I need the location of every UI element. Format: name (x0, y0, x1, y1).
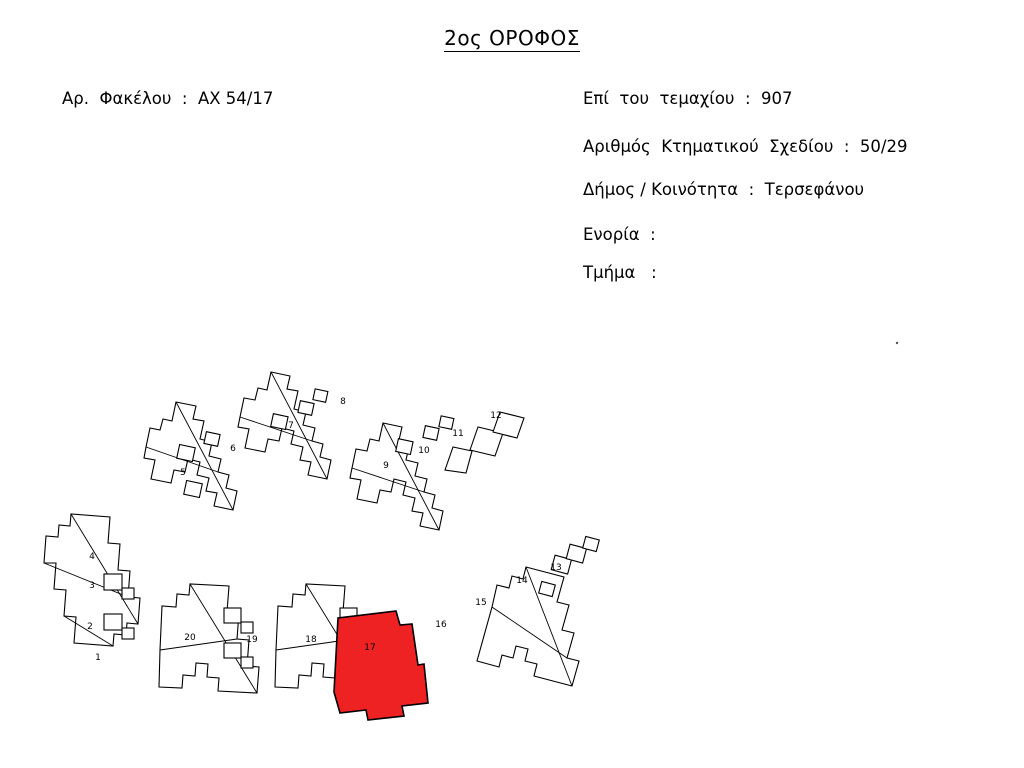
unit-label: 20 (184, 633, 196, 643)
highlighted-unit-17[interactable] (334, 611, 428, 720)
unit-label: 11 (452, 429, 464, 439)
unit-label: 4 (89, 552, 95, 562)
unit-label: 10 (418, 446, 430, 456)
building-block-lower-right (477, 536, 599, 686)
unit-label: 1 (95, 653, 101, 663)
unit-label: 13 (550, 563, 562, 573)
unit-label: 2 (87, 622, 93, 632)
field-parish: Ενορία : (583, 225, 656, 244)
building-block-lower-mid (159, 584, 259, 693)
unit-label: 18 (305, 635, 317, 645)
field-parcel: Επί του τεμαχίου : 907 (583, 89, 793, 108)
unit-label: 6 (230, 444, 236, 454)
unit-label: 7 (288, 421, 294, 431)
unit-label: 15 (475, 598, 487, 608)
unit-label: 3 (89, 581, 95, 591)
unit-label: 14 (516, 576, 528, 586)
unit-label: 12 (490, 411, 502, 421)
field-department: Τμήμα : (583, 263, 657, 282)
unit-label: 5 (180, 468, 186, 478)
unit-label: 8 (340, 397, 346, 407)
unit-label: 19 (246, 635, 258, 645)
unit-label: 16 (435, 620, 447, 630)
unit-label-highlighted: 17 (364, 643, 376, 653)
page-title (0, 26, 1024, 50)
building-block-upper-right (350, 412, 524, 530)
unit-label: 9 (383, 461, 389, 471)
building-block-upper-mid (238, 372, 331, 479)
floor-plan-drawing (0, 320, 1024, 768)
building-block-upper-left (144, 402, 237, 510)
field-file-number: Αρ. Φακέλου : ΑΧ 54/17 (62, 89, 274, 108)
field-cadastral-plan: Αριθμός Κτηματικού Σχεδίου : 50/29 (583, 137, 908, 156)
field-municipality: Δήμος / Κοινότητα : Τερσεφάνου (583, 180, 865, 199)
page-title-text: 2ος ΟΡΟΦΟΣ (444, 26, 580, 50)
speck-dot (896, 342, 898, 344)
